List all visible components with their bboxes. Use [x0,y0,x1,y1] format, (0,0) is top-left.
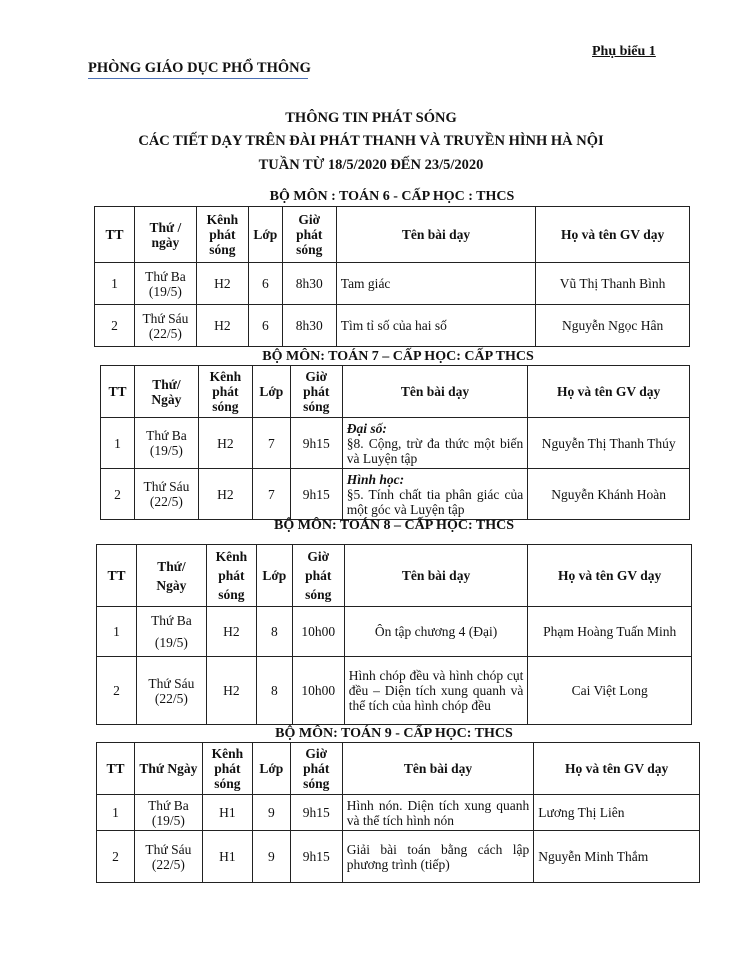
cell-grade: 8 [256,657,292,725]
cell-grade: 6 [248,305,282,347]
cell-day: Thứ Sáu (22/5) [136,657,206,725]
col-time: Giờ phát sóng [292,545,344,607]
cell-time: 9h15 [290,795,342,831]
col-day: Thứ Ngày [134,743,202,795]
col-tt: TT [97,545,137,607]
cell-day: Thứ Sáu (22/5) [134,831,202,883]
col-teacher: Họ và tên GV dạy [536,207,690,263]
col-teacher: Họ và tên GV dạy [528,366,690,418]
schedule-table-math6 [94,206,690,347]
col-lesson: Tên bài dạy [342,743,534,795]
cell-time: 8h30 [282,263,336,305]
section-heading-math7: BỘ MÔN: TOÁN 7 – CẤP HỌC: CẤP THCS [262,349,534,364]
col-tt: TT [95,207,135,263]
cell-channel: H2 [206,657,256,725]
col-teacher: Họ và tên GV dạy [528,545,692,607]
schedule-table-math8 [96,544,692,725]
cell-day: Thứ Ba (19/5) [136,607,206,657]
cell-grade: 7 [252,418,290,469]
cell-grade: 8 [256,607,292,657]
cell-teacher: Vũ Thị Thanh Bình [536,263,690,305]
col-time: Giờ phát sóng [290,743,342,795]
col-grade: Lớp [252,743,290,795]
cell-teacher: Nguyễn Minh Thắm [534,831,700,883]
col-grade: Lớp [256,545,292,607]
table-row [101,469,690,520]
cell-day: Thứ Ba (19/5) [134,795,202,831]
cell-day: Thứ Ba (19/5) [134,418,198,469]
col-day: Thứ/ Ngày [136,545,206,607]
col-lesson: Tên bài dạy [344,545,528,607]
section-heading-math9: BỘ MÔN: TOÁN 9 - CẤP HỌC: THCS [275,726,513,741]
col-time: Giờ phát sóng [290,366,342,418]
cell-tt: 1 [95,263,135,305]
cell-channel: H2 [196,263,248,305]
cell-time: 10h00 [292,607,344,657]
col-tt: TT [97,743,135,795]
cell-grade: 9 [252,795,290,831]
table-row [95,263,690,305]
title-line-3: TUẦN TỪ 18/5/2020 ĐẾN 23/5/2020 [258,157,484,173]
col-channel: Kênh phát sóng [196,207,248,263]
col-grade: Lớp [248,207,282,263]
section-heading-math8: BỘ MÔN: TOÁN 8 – CẤP HỌC: THCS [274,518,514,533]
cell-tt: 1 [97,607,137,657]
lesson-title: §8. Cộng, trừ đa thức một biến và Luyện tập [346,435,524,466]
col-channel: Kênh phát sóng [202,743,252,795]
department-name: PHÒNG GIÁO DỤC PHỔ THÔNG [88,60,311,76]
cell-grade: 9 [252,831,290,883]
cell-time: 10h00 [292,657,344,725]
col-channel: Kênh phát sóng [198,366,252,418]
cell-time: 9h15 [290,469,342,520]
cell-teacher: Phạm Hoàng Tuấn Minh [528,607,692,657]
cell-tt: 2 [97,831,135,883]
cell-grade: 7 [252,469,290,520]
cell-channel: H2 [196,305,248,347]
section-heading-math6: BỘ MÔN : TOÁN 6 - CẤP HỌC : THCS [269,189,515,204]
cell-teacher: Nguyễn Thị Thanh Thúy [528,418,690,469]
col-channel: Kênh phát sóng [206,545,256,607]
col-lesson: Tên bài dạy [336,207,535,263]
col-tt: TT [101,366,135,418]
table-row [97,795,700,831]
cell-lesson: Tìm tỉ số của hai số [336,305,535,347]
table-row [101,418,690,469]
cell-teacher: Lương Thị Liên [534,795,700,831]
cell-teacher: Nguyễn Ngọc Hân [536,305,690,347]
cell-tt: 1 [97,795,135,831]
cell-tt: 2 [95,305,135,347]
col-time: Giờ phát sóng [282,207,336,263]
cell-channel: H1 [202,831,252,883]
col-teacher: Họ và tên GV dạy [534,743,700,795]
col-day: Thứ/ Ngày [134,366,198,418]
table-row [97,607,692,657]
cell-lesson: Ôn tập chương 4 (Đại) [344,607,528,657]
lesson-topic-label: Hình học: [346,471,405,487]
table-row [95,305,690,347]
cell-lesson: Tam giác [336,263,535,305]
schedule-table-math7 [100,365,690,520]
cell-lesson: Giải bài toán bằng cách lập phương trình (tiếp) [342,831,534,883]
lesson-topic-label: Đại số: [346,420,387,436]
cell-day: Thứ Sáu (22/5) [134,469,198,520]
cell-grade: 6 [248,263,282,305]
cell-time: 9h15 [290,418,342,469]
cell-time: 8h30 [282,305,336,347]
cell-lesson: Hình nón. Diện tích xung quanh và thể tích hình nón [342,795,534,831]
cell-channel: H2 [198,418,252,469]
col-grade: Lớp [252,366,290,418]
schedule-table-math9 [96,742,700,883]
title-line-2: CÁC TIẾT DẠY TRÊN ĐÀI PHÁT THANH VÀ TRUYỀN HÌNH HÀ NỘI [138,133,604,149]
lesson-title: §5. Tính chất tia phân giác của một góc và Luyện tập [346,486,524,517]
cell-lesson [342,469,528,520]
department-underline [88,78,308,79]
cell-teacher: Nguyễn Khánh Hoàn [528,469,690,520]
appendix-label: Phụ biểu 1 [592,44,656,59]
cell-channel: H1 [202,795,252,831]
cell-day: Thứ Sáu (22/5) [134,305,196,347]
cell-teacher: Cai Việt Long [528,657,692,725]
col-lesson: Tên bài dạy [342,366,528,418]
cell-channel: H2 [198,469,252,520]
title-line-1: THÔNG TIN PHÁT SÓNG [285,110,457,126]
cell-tt: 2 [97,657,137,725]
table-row [97,657,692,725]
table-row [97,831,700,883]
col-day: Thứ / ngày [134,207,196,263]
cell-lesson: Hình chóp đều và hình chóp cụt đều – Diện tích xung quanh và thể tích của hình chóp đều [344,657,528,725]
cell-tt: 1 [101,418,135,469]
cell-lesson [342,418,528,469]
cell-time: 9h15 [290,831,342,883]
cell-tt: 2 [101,469,135,520]
cell-day: Thứ Ba (19/5) [134,263,196,305]
cell-channel: H2 [206,607,256,657]
